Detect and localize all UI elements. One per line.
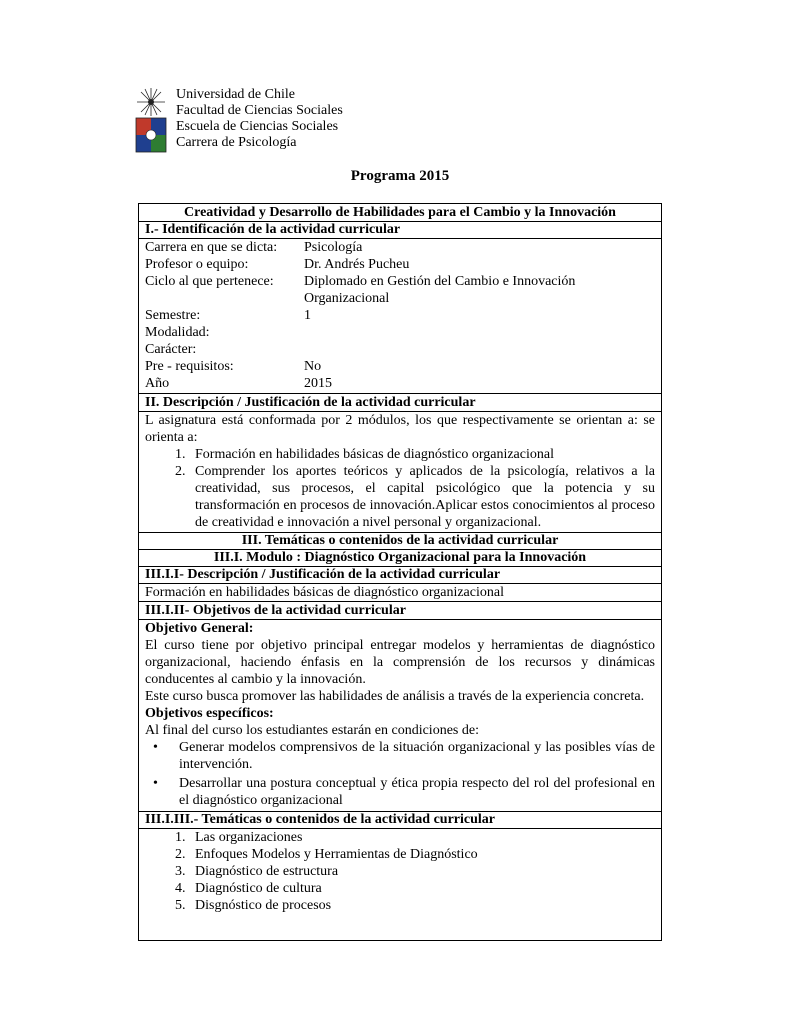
field-row	[145, 341, 655, 358]
field-value: Dr. Andrés Pucheu	[304, 257, 410, 272]
section2-list	[145, 446, 655, 531]
section3-heading: III. Temáticas o contenidos de la actividad curricular	[139, 533, 661, 550]
field-label: Pre - requisitos:	[145, 359, 234, 374]
field-label: Año	[145, 376, 170, 391]
institution-line: Carrera de Psicología	[176, 135, 297, 150]
list-item-text: Desarrollar una postura conceptual y ética propia respecto del rol del profesional en el diagnóstico organizacional	[179, 776, 655, 808]
field-row	[145, 375, 655, 392]
list-item: 5. Disgnóstico de procesos	[189, 897, 655, 914]
field-value	[304, 341, 655, 358]
field-value: 1	[304, 308, 311, 323]
section2-body	[139, 412, 661, 533]
field-value	[304, 324, 655, 341]
field-row	[145, 273, 655, 307]
topics-heading: III.I.III.- Temáticas o contenidos de la actividad curricular	[139, 812, 661, 829]
field-row	[145, 324, 655, 341]
field-row	[145, 256, 655, 273]
institution-header	[134, 86, 343, 154]
field-value: 2015	[304, 376, 332, 391]
university-seal-icon	[134, 86, 168, 154]
institution-line: Universidad de Chile	[176, 87, 295, 102]
objectives-heading: III.I.II- Objetivos de la actividad curricular	[139, 602, 661, 620]
general-objective-text-2: Este curso busca promover las habilidades de análisis a través de la experiencia concreta.	[145, 689, 645, 704]
section1-heading: I.- Identificación de la actividad curricular	[139, 222, 661, 239]
specific-objectives-intro: Al final del curso los estudiantes estarán en condiciones de:	[145, 723, 479, 738]
topics-list	[145, 829, 655, 914]
field-label: Modalidad:	[145, 325, 210, 340]
list-item	[153, 775, 655, 809]
bullet-icon: •	[153, 776, 158, 791]
list-item: 2. Comprender los aportes teóricos y aplicados de la psicología, relativos a la creatividad, sus procesos, el capital psicológico que la potencia y su transformación en procesos de innovación.Aplicar estos conocimientos al proceso de creatividad e innovación a nivel personal y organizacional.	[189, 463, 655, 531]
field-row	[145, 307, 655, 324]
field-label: Semestre:	[145, 308, 201, 323]
field-value: Psicología	[304, 240, 363, 255]
institution-line: Escuela de Ciencias Sociales	[176, 119, 339, 134]
module-description-heading: III.I.I- Descripción / Justificación de la actividad curricular	[139, 567, 661, 584]
section2-intro: L asignatura está conformada por 2 módulos, los que respectivamente se orientan a: se orienta a:	[145, 413, 655, 445]
list-item: 4. Diagnóstico de cultura	[189, 880, 655, 897]
field-row	[145, 358, 655, 375]
bullet-icon: •	[153, 740, 158, 755]
list-item: 1. Las organizaciones	[189, 829, 655, 846]
field-label: Carácter:	[145, 342, 197, 357]
module-heading: III.I. Modulo : Diagnóstico Organizacional para la Innovación	[139, 550, 661, 567]
course-title: Creatividad y Desarrollo de Habilidades para el Cambio y la Innovación	[139, 204, 661, 222]
field-label: Carrera en que se dicta:	[145, 240, 278, 255]
institution-line: Facultad de Ciencias Sociales	[176, 103, 343, 118]
list-item: 2. Enfoques Modelos y Herramientas de Diagnóstico	[189, 846, 655, 863]
list-item-text: Generar modelos comprensivos de la situación organizacional y las posibles vías de intervención.	[179, 740, 655, 772]
general-objective-label: Objetivo General:	[145, 621, 254, 636]
module-description-text: Formación en habilidades básicas de diagnóstico organizacional	[139, 584, 661, 602]
specific-objectives-list	[145, 739, 655, 809]
section2-heading: II. Descripción / Justificación de la actividad curricular	[139, 394, 661, 412]
list-item: 1. Formación en habilidades básicas de diagnóstico organizacional	[189, 446, 655, 463]
specific-objectives-label: Objetivos específicos:	[145, 706, 274, 721]
identification-fields	[139, 239, 661, 394]
field-label: Ciclo al que pertenece:	[145, 274, 274, 289]
list-item: 3. Diagnóstico de estructura	[189, 863, 655, 880]
field-value: No	[304, 359, 322, 374]
field-row	[145, 239, 655, 256]
program-title: Programa 2015	[350, 168, 450, 184]
general-objective-text: El curso tiene por objetivo principal entregar modelos y herramientas de diagnóstico organizacional, haciendo énfasis en la comprensión de los recursos y dinámicas conducentes al cambio y la innovación.	[145, 638, 655, 687]
field-value: Diplomado en Gestión del Cambio e Innovación Organizacional	[304, 274, 576, 306]
objectives-body	[139, 620, 661, 812]
field-label: Profesor o equipo:	[145, 257, 249, 272]
topics-body	[139, 829, 661, 928]
course-table	[138, 203, 662, 941]
list-item	[153, 739, 655, 773]
